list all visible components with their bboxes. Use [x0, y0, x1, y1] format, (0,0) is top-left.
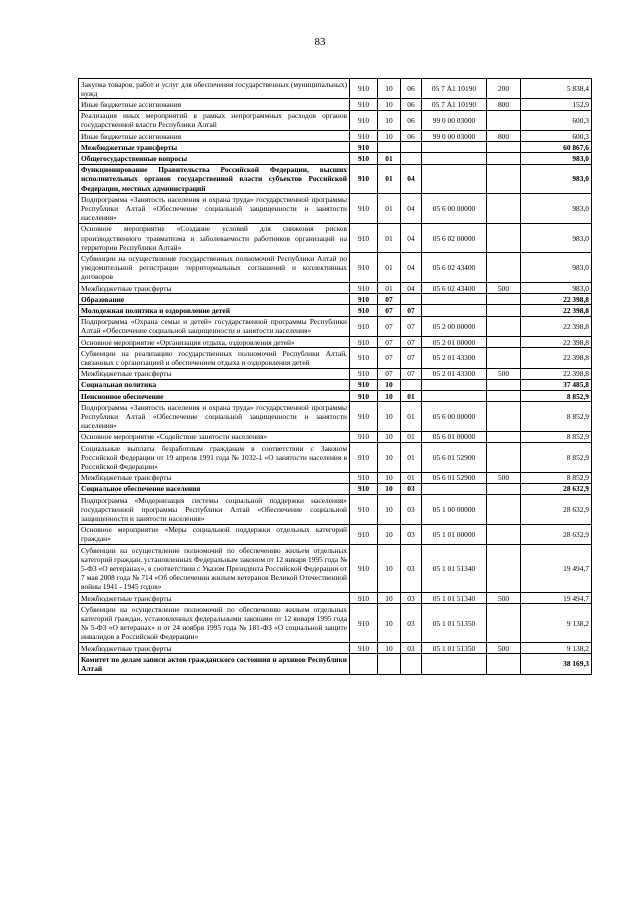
admin-code-cell: 910	[350, 431, 378, 442]
expense-type-cell	[487, 391, 521, 402]
admin-code-cell: 910	[350, 593, 378, 604]
target-article-cell	[422, 391, 487, 402]
admin-code-cell: 910	[350, 495, 378, 525]
admin-code-cell: 910	[350, 110, 378, 130]
razdel-cell	[378, 142, 401, 153]
sum-cell: 8 852,9	[521, 443, 592, 473]
razdel-cell: 01	[378, 283, 401, 294]
razdel-cell: 07	[378, 368, 401, 379]
expense-type-cell	[487, 545, 521, 593]
sum-cell: 983,0	[521, 153, 592, 164]
expense-type-cell	[487, 223, 521, 253]
expense-type-cell: 200	[487, 79, 521, 99]
target-article-cell: 05 6 02 00000	[422, 223, 487, 253]
expense-type-cell	[487, 142, 521, 153]
sum-cell: 983,0	[521, 164, 592, 194]
target-article-cell: 05 6 00 00000	[422, 194, 487, 224]
podrazdel-cell: 04	[401, 194, 422, 224]
sum-cell: 60 867,6	[521, 142, 592, 153]
admin-code-cell: 910	[350, 524, 378, 544]
sum-cell: 983,0	[521, 253, 592, 283]
expense-type-cell	[487, 495, 521, 525]
row-name-cell: Межбюджетные трансферты	[79, 283, 350, 294]
target-article-cell: 05 7 А1 10190	[422, 99, 487, 110]
admin-code-cell: 910	[350, 131, 378, 142]
expense-type-cell	[487, 604, 521, 643]
row-name-cell: Субвенции на реализацию государственных полномочий Республики Алтай, связанных с организацией и обеспечением отдыха и оздоровления детей	[79, 348, 350, 368]
admin-code-cell: 910	[350, 348, 378, 368]
razdel-cell: 10	[378, 131, 401, 142]
row-name-cell: Межбюджетные трансферты	[79, 368, 350, 379]
podrazdel-cell: 03	[401, 643, 422, 654]
sum-cell: 8 852,9	[521, 472, 592, 483]
table-row	[79, 545, 592, 593]
expense-type-cell	[487, 110, 521, 130]
razdel-cell	[378, 654, 401, 674]
row-name-cell: Функционирование Правительства Российской Федерации, высших исполнительных органов государственной власти субъектов Российской Федерации, местных администраций	[79, 164, 350, 194]
admin-code-cell: 910	[350, 391, 378, 402]
table-row	[79, 253, 592, 283]
expense-type-cell: 500	[487, 593, 521, 604]
table-row	[79, 368, 592, 379]
razdel-cell: 10	[378, 472, 401, 483]
podrazdel-cell: 03	[401, 495, 422, 525]
podrazdel-cell: 07	[401, 316, 422, 336]
admin-code-cell: 910	[350, 305, 378, 316]
target-article-cell: 05 1 01 51340	[422, 593, 487, 604]
razdel-cell: 01	[378, 223, 401, 253]
table-row	[79, 348, 592, 368]
sum-cell: 19 494,7	[521, 593, 592, 604]
sum-cell: 19 494,7	[521, 545, 592, 593]
row-name-cell: Основное мероприятие «Меры социальной поддержки отдельных категорий граждан»	[79, 524, 350, 544]
razdel-cell: 01	[378, 194, 401, 224]
razdel-cell: 10	[378, 545, 401, 593]
razdel-cell: 07	[378, 305, 401, 316]
sum-cell: 8 852,9	[521, 431, 592, 442]
row-name-cell: Межбюджетные трансферты	[79, 593, 350, 604]
podrazdel-cell: 03	[401, 593, 422, 604]
razdel-cell: 10	[378, 483, 401, 494]
sum-cell: 983,0	[521, 223, 592, 253]
admin-code-cell: 910	[350, 194, 378, 224]
sum-cell: 9 138,2	[521, 643, 592, 654]
table-row	[79, 391, 592, 402]
table-row	[79, 316, 592, 336]
table-row	[79, 142, 592, 153]
razdel-cell: 10	[378, 593, 401, 604]
target-article-cell: 05 6 02 43400	[422, 253, 487, 283]
target-article-cell: 05 2 01 43300	[422, 348, 487, 368]
budget-table	[78, 78, 592, 675]
page-number: 83	[314, 36, 326, 48]
row-name-cell: Общегосударственные вопросы	[79, 153, 350, 164]
target-article-cell: 05 2 01 00000	[422, 337, 487, 348]
table-row	[79, 164, 592, 194]
row-name-cell: Подпрограмма «Охрана семьи и детей» государственной программы Республики Алтай «Обеспечение социальной защищенности и занятости населения»	[79, 316, 350, 336]
admin-code-cell: 910	[350, 604, 378, 643]
expense-type-cell	[487, 654, 521, 674]
admin-code-cell: 910	[350, 294, 378, 305]
razdel-cell: 10	[378, 391, 401, 402]
target-article-cell: 05 2 01 43300	[422, 368, 487, 379]
podrazdel-cell	[401, 379, 422, 390]
expense-type-cell	[487, 337, 521, 348]
podrazdel-cell: 06	[401, 110, 422, 130]
row-name-cell: Межбюджетные трансферты	[79, 472, 350, 483]
podrazdel-cell: 06	[401, 79, 422, 99]
expense-type-cell: 500	[487, 283, 521, 294]
table-row	[79, 472, 592, 483]
expense-type-cell	[487, 294, 521, 305]
target-article-cell	[422, 305, 487, 316]
razdel-cell: 07	[378, 337, 401, 348]
table-row	[79, 153, 592, 164]
sum-cell: 37 485,8	[521, 379, 592, 390]
admin-code-cell: 910	[350, 164, 378, 194]
target-article-cell: 05 1 01 51340	[422, 545, 487, 593]
row-name-cell: Иные бюджетные ассигнования	[79, 99, 350, 110]
admin-code-cell: 910	[350, 443, 378, 473]
target-article-cell: 05 6 01 52900	[422, 443, 487, 473]
table-row	[79, 223, 592, 253]
sum-cell: 152,9	[521, 99, 592, 110]
row-name-cell: Субвенции на осуществление полномочий по обеспечению жильем отдельных категорий граждан, установленных Федеральным законом от 12 января 1995 года № 5-ФЗ «О ветеранах», в соответствии с Указом Президента Российской Федерации от 7 мая 2008 года № 714 «Об обеспечении жильем ветеранов Великой Отечественной войны 1941 - 1945 годов»	[79, 545, 350, 593]
expense-type-cell	[487, 402, 521, 432]
podrazdel-cell: 07	[401, 348, 422, 368]
podrazdel-cell: 01	[401, 472, 422, 483]
sum-cell: 22 398,8	[521, 368, 592, 379]
sum-cell: 983,0	[521, 283, 592, 294]
razdel-cell: 10	[378, 379, 401, 390]
podrazdel-cell: 07	[401, 337, 422, 348]
table-row	[79, 294, 592, 305]
target-article-cell	[422, 379, 487, 390]
table-row	[79, 283, 592, 294]
target-article-cell: 99 0 00 03000	[422, 110, 487, 130]
admin-code-cell: 910	[350, 223, 378, 253]
row-name-cell: Образование	[79, 294, 350, 305]
razdel-cell: 10	[378, 431, 401, 442]
razdel-cell: 10	[378, 443, 401, 473]
row-name-cell: Основное мероприятие «Создание условий для снижения рисков производственного травматизма и заболеваемости работников организаций на территории Республики Алтай»	[79, 223, 350, 253]
target-article-cell: 05 6 01 52900	[422, 472, 487, 483]
target-article-cell: 05 6 00 00000	[422, 402, 487, 432]
table-row	[79, 402, 592, 432]
sum-cell: 5 838,4	[521, 79, 592, 99]
sum-cell: 28 632,9	[521, 483, 592, 494]
razdel-cell: 01	[378, 164, 401, 194]
sum-cell: 600,3	[521, 110, 592, 130]
table-row	[79, 110, 592, 130]
razdel-cell: 07	[378, 294, 401, 305]
row-name-cell: Подпрограмма «Занятость населения и охрана труда» государственной программы Республики Алтай «Обеспечение социальной защищенности и занятости населения»	[79, 194, 350, 224]
admin-code-cell: 910	[350, 316, 378, 336]
podrazdel-cell: 04	[401, 164, 422, 194]
sum-cell: 983,0	[521, 194, 592, 224]
table-row	[79, 337, 592, 348]
razdel-cell: 10	[378, 402, 401, 432]
target-article-cell: 99 0 00 03000	[422, 131, 487, 142]
admin-code-cell: 910	[350, 379, 378, 390]
expense-type-cell	[487, 153, 521, 164]
sum-cell: 28 632,9	[521, 524, 592, 544]
target-article-cell: 05 2 00 00000	[422, 316, 487, 336]
target-article-cell: 05 1 01 51350	[422, 604, 487, 643]
row-name-cell: Социальное обеспечение населения	[79, 483, 350, 494]
target-article-cell	[422, 164, 487, 194]
sum-cell: 8 852,9	[521, 391, 592, 402]
target-article-cell	[422, 153, 487, 164]
target-article-cell	[422, 294, 487, 305]
expense-type-cell	[487, 443, 521, 473]
table-row	[79, 379, 592, 390]
razdel-cell: 10	[378, 99, 401, 110]
table-row	[79, 131, 592, 142]
admin-code-cell: 910	[350, 483, 378, 494]
row-name-cell: Иные бюджетные ассигнования	[79, 131, 350, 142]
expense-type-cell	[487, 348, 521, 368]
expense-type-cell	[487, 194, 521, 224]
table-row	[79, 654, 592, 674]
admin-code-cell: 910	[350, 337, 378, 348]
target-article-cell: 05 1 00 00000	[422, 495, 487, 525]
razdel-cell: 01	[378, 253, 401, 283]
admin-code-cell: 910	[350, 79, 378, 99]
admin-code-cell: 910	[350, 253, 378, 283]
sum-cell: 8 852,9	[521, 402, 592, 432]
sum-cell: 38 169,3	[521, 654, 592, 674]
table-row	[79, 593, 592, 604]
podrazdel-cell: 07	[401, 305, 422, 316]
podrazdel-cell: 01	[401, 391, 422, 402]
admin-code-cell: 910	[350, 153, 378, 164]
podrazdel-cell: 03	[401, 524, 422, 544]
admin-code-cell: 910	[350, 368, 378, 379]
podrazdel-cell: 07	[401, 368, 422, 379]
admin-code-cell: 910	[350, 643, 378, 654]
row-name-cell: Комитет по делам записи актов гражданского состояния и архивов Республики Алтай	[79, 654, 350, 674]
expense-type-cell	[487, 164, 521, 194]
row-name-cell: Субвенции на осуществление государственных полномочий Республики Алтай по уведомительной регистрации территориальных соглашений и коллективных договоров	[79, 253, 350, 283]
table-row	[79, 99, 592, 110]
target-article-cell: 05 7 А1 10190	[422, 79, 487, 99]
row-name-cell: Субвенции на осуществление полномочий по обеспечению жильем отдельных категорий граждан, установленных федеральными законами от 12 января 1995 года № 5-ФЗ «О ветеранах» и от 24 ноября 1995 года № 181-ФЗ «О социальной защите инвалидов в Российской Федерации»	[79, 604, 350, 643]
podrazdel-cell	[401, 654, 422, 674]
expense-type-cell: 800	[487, 99, 521, 110]
table-row	[79, 483, 592, 494]
admin-code-cell: 910	[350, 472, 378, 483]
razdel-cell: 10	[378, 79, 401, 99]
expense-type-cell	[487, 316, 521, 336]
table-row	[79, 643, 592, 654]
row-name-cell: Молодежная политика и оздоровление детей	[79, 305, 350, 316]
razdel-cell: 10	[378, 495, 401, 525]
expense-type-cell	[487, 524, 521, 544]
sum-cell: 22 398,8	[521, 294, 592, 305]
expense-type-cell	[487, 379, 521, 390]
table-row	[79, 79, 592, 99]
table-row	[79, 495, 592, 525]
expense-type-cell	[487, 253, 521, 283]
podrazdel-cell: 04	[401, 253, 422, 283]
podrazdel-cell	[401, 142, 422, 153]
target-article-cell: 05 6 02 43400	[422, 283, 487, 294]
row-name-cell: Социальные выплаты безработным гражданам в соответствии с Законом Российской Федерации от 19 апреля 1991 года № 1032-1 «О занятости населения в Российской Федерации»	[79, 443, 350, 473]
podrazdel-cell: 01	[401, 402, 422, 432]
table-row	[79, 604, 592, 643]
expense-type-cell: 500	[487, 472, 521, 483]
table-row	[79, 431, 592, 442]
admin-code-cell: 910	[350, 142, 378, 153]
table-row	[79, 443, 592, 473]
podrazdel-cell: 06	[401, 131, 422, 142]
row-name-cell: Социальная политика	[79, 379, 350, 390]
row-name-cell: Закупка товаров, работ и услуг для обеспечения государственных (муниципальных) нужд	[79, 79, 350, 99]
sum-cell: 22 398,8	[521, 337, 592, 348]
razdel-cell: 10	[378, 524, 401, 544]
target-article-cell: 05 1 01 51350	[422, 643, 487, 654]
expense-type-cell: 500	[487, 643, 521, 654]
podrazdel-cell: 01	[401, 443, 422, 473]
podrazdel-cell	[401, 294, 422, 305]
razdel-cell: 01	[378, 153, 401, 164]
target-article-cell	[422, 483, 487, 494]
table-row	[79, 305, 592, 316]
podrazdel-cell: 01	[401, 431, 422, 442]
razdel-cell: 10	[378, 110, 401, 130]
row-name-cell: Основное мероприятие «Организация отдыха, оздоровления детей»	[79, 337, 350, 348]
sum-cell: 600,3	[521, 131, 592, 142]
expense-type-cell	[487, 483, 521, 494]
sum-cell: 9 138,2	[521, 604, 592, 643]
admin-code-cell	[350, 654, 378, 674]
podrazdel-cell: 03	[401, 483, 422, 494]
row-name-cell: Реализация иных мероприятий в рамках непрограммных расходов органов государственной власти Республики Алтай	[79, 110, 350, 130]
podrazdel-cell: 04	[401, 223, 422, 253]
target-article-cell	[422, 142, 487, 153]
expense-type-cell: 500	[487, 368, 521, 379]
admin-code-cell: 910	[350, 545, 378, 593]
row-name-cell: Подпрограмма «Модернизация системы социальной поддержки населения» государственной программы Республики Алтай «Обеспечение социальной защищенности и занятости населения»	[79, 495, 350, 525]
expense-type-cell	[487, 305, 521, 316]
razdel-cell: 10	[378, 643, 401, 654]
podrazdel-cell: 04	[401, 283, 422, 294]
sum-cell: 22 398,8	[521, 316, 592, 336]
table-row	[79, 194, 592, 224]
sum-cell: 22 398,8	[521, 305, 592, 316]
target-article-cell	[422, 654, 487, 674]
podrazdel-cell: 03	[401, 545, 422, 593]
row-name-cell: Межбюджетные трансферты	[79, 643, 350, 654]
target-article-cell: 05 6 01 00000	[422, 431, 487, 442]
podrazdel-cell: 03	[401, 604, 422, 643]
admin-code-cell: 910	[350, 283, 378, 294]
expense-type-cell	[487, 431, 521, 442]
razdel-cell: 07	[378, 316, 401, 336]
admin-code-cell: 910	[350, 99, 378, 110]
row-name-cell: Пенсионное обеспечение	[79, 391, 350, 402]
sum-cell: 28 632,9	[521, 495, 592, 525]
expense-type-cell: 800	[487, 131, 521, 142]
table-row	[79, 524, 592, 544]
podrazdel-cell: 06	[401, 99, 422, 110]
row-name-cell: Подпрограмма «Занятость населения и охрана труда» государственной программы Республики Алтай «Обеспечение социальной защищенности и занятости населения»	[79, 402, 350, 432]
podrazdel-cell	[401, 153, 422, 164]
razdel-cell: 07	[378, 348, 401, 368]
admin-code-cell: 910	[350, 402, 378, 432]
row-name-cell: Межбюджетные трансферты	[79, 142, 350, 153]
target-article-cell: 05 1 01 00000	[422, 524, 487, 544]
razdel-cell: 10	[378, 604, 401, 643]
row-name-cell: Основное мероприятие «Содействие занятости населения»	[79, 431, 350, 442]
table-body	[79, 79, 592, 675]
sum-cell: 22 398,8	[521, 348, 592, 368]
